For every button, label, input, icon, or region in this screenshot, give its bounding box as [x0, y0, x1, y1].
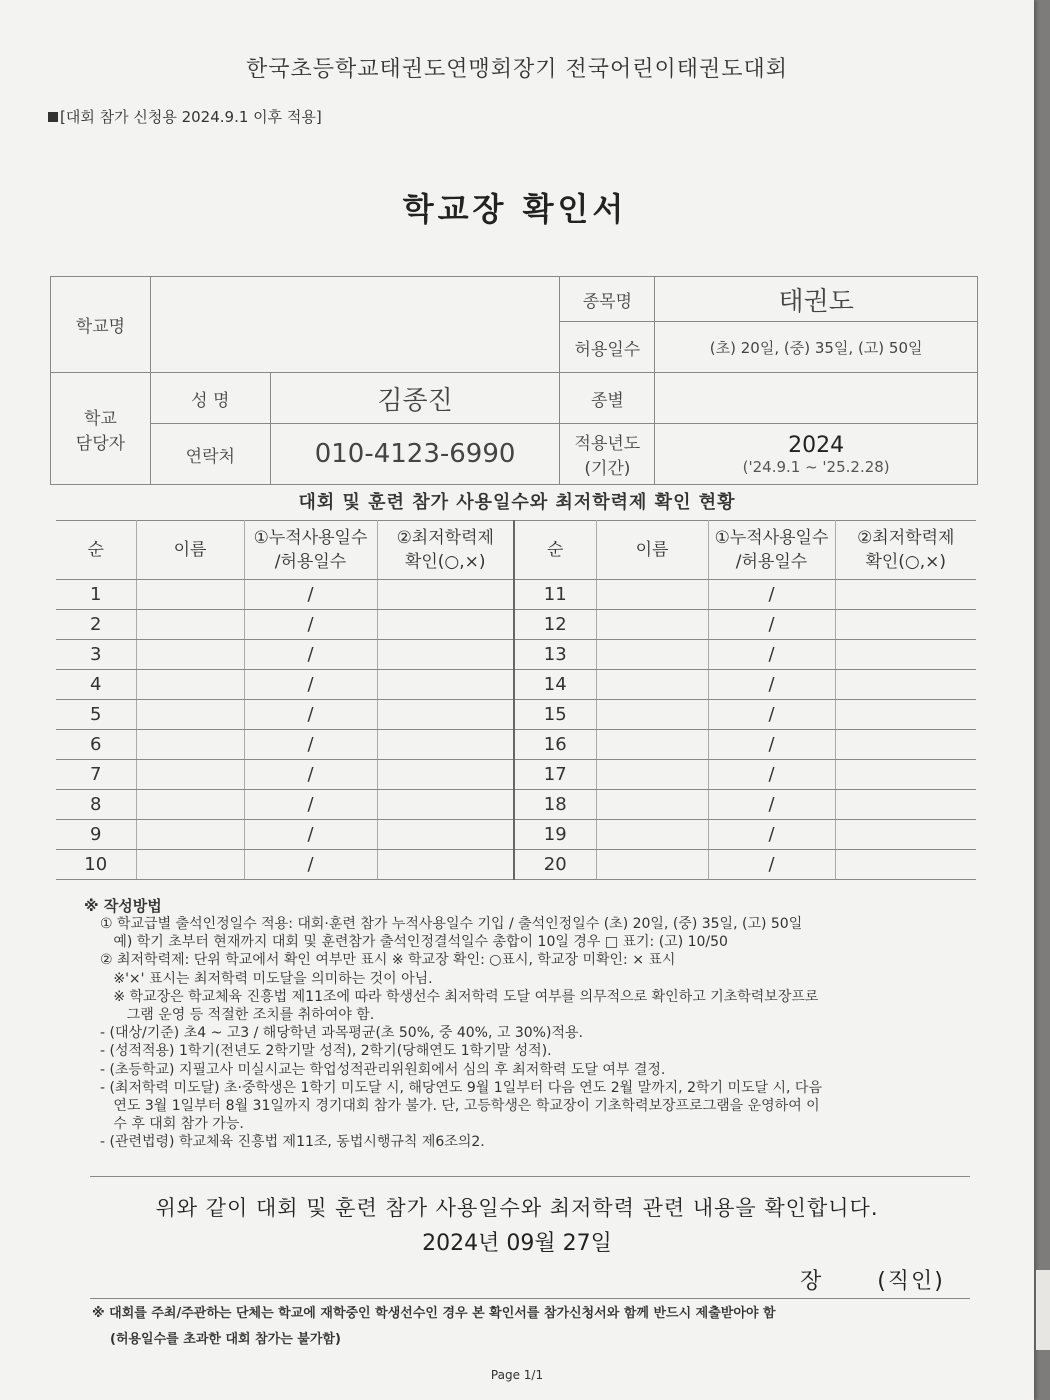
row-number: 16 [514, 730, 596, 760]
row-number: 6 [56, 730, 136, 760]
method-line: - (관련법령) 학교체육 진흥법 제11조, 동법시행규칙 제6조의2. [100, 1134, 485, 1151]
student-name-cell [596, 730, 708, 760]
days-slash: / [708, 640, 835, 670]
participation-table [56, 520, 976, 880]
row-number: 7 [56, 760, 136, 790]
table-row [56, 820, 976, 850]
method-line: 연도 3월 1일부터 8월 31일까지 경기대회 참가 불가. 단, 고등학생은 학교장이 기초학력보장프로그램을 운영하여 이 [100, 1098, 820, 1115]
student-name-cell [136, 670, 244, 700]
manager-name-value: 김종진 [270, 373, 560, 424]
academic-cell [377, 850, 514, 880]
method-line: ※'×' 표시는 최저학력 미도달을 의미하는 것이 아님. [100, 970, 433, 987]
table-row [56, 730, 976, 760]
academic-cell [377, 820, 514, 850]
row-number: 20 [514, 850, 596, 880]
document-title: 학교장 확인서 [402, 190, 628, 228]
name-label: 성 명 [150, 373, 270, 424]
applicable-year-value: 2024 [788, 432, 845, 458]
student-name-cell [596, 640, 708, 670]
row-number: 4 [56, 670, 136, 700]
table-row [56, 580, 976, 610]
method-line: 수 후 대회 참가 가능. [100, 1116, 244, 1133]
academic-cell [377, 640, 514, 670]
method-line: ① 학교급별 출석인정일수 적용: 대회·훈련 참가 누적사용일수 기입 / 출석인정일수 (초) 20일, (중) 35일, (고) 50일 [100, 916, 803, 932]
academic-cell [835, 760, 976, 790]
days-slash: / [244, 580, 377, 610]
academic-cell [835, 610, 976, 640]
row-number: 9 [56, 820, 136, 850]
divider-line [90, 1176, 970, 1177]
student-name-cell [136, 700, 244, 730]
background-paper-edge [1036, 1270, 1050, 1350]
method-line: ② 최저학력제: 단위 학교에서 확인 여부만 표시 ※ 학교장 확인: ○표시, 학교장 미확인: × 표시 [100, 952, 676, 969]
table-row [56, 790, 976, 820]
days-slash: / [244, 670, 377, 700]
student-name-cell [136, 820, 244, 850]
days-slash: / [708, 820, 835, 850]
method-notes [100, 915, 920, 1152]
applicable-year-cell [655, 424, 978, 485]
days-slash: / [244, 820, 377, 850]
header-name: 이름 [596, 521, 708, 580]
row-number: 18 [514, 790, 596, 820]
table-row [56, 610, 976, 640]
school-info-table [50, 276, 978, 485]
student-name-cell [596, 820, 708, 850]
days-slash: / [244, 790, 377, 820]
organization-title: 한국초등학교태권도연맹회장기 전국어린이태권도대회 [245, 57, 789, 82]
table-row [56, 700, 976, 730]
academic-cell [835, 850, 976, 880]
event-value: 태권도 [655, 277, 978, 322]
method-line: - (초등학교) 지필고사 미실시교는 학업성적관리위원회에서 심의 후 최저학력 도달 여부 결정. [100, 1061, 666, 1078]
student-name-cell [136, 730, 244, 760]
category-value [655, 373, 978, 424]
page-number: Page 1/1 [490, 1368, 544, 1382]
days-slash: / [708, 730, 835, 760]
row-number: 8 [56, 790, 136, 820]
row-number: 12 [514, 610, 596, 640]
academic-cell [377, 760, 514, 790]
days-slash: / [244, 610, 377, 640]
header-academic: ②최저학력제 확인(○,×) [835, 521, 976, 580]
footer-note-sub: (허용일수를 초과한 대회 참가는 불가함) [110, 1332, 341, 1347]
days-slash: / [244, 760, 377, 790]
applicable-year-label: 적용년도 (기간) [560, 424, 655, 485]
days-slash: / [708, 790, 835, 820]
confirmation-date: 2024년 09월 27일 [422, 1231, 612, 1256]
days-slash: / [708, 850, 835, 880]
academic-cell [835, 730, 976, 760]
method-line: 예) 학기 초부터 현재까지 대회 및 훈련참가 출석인정결석일수 총합이 10일 경우 □ 표기: (고) 10/50 [100, 934, 728, 951]
allowed-days-label: 허용일수 [560, 322, 655, 373]
student-name-cell [596, 850, 708, 880]
table-row [56, 640, 976, 670]
student-name-cell [596, 700, 708, 730]
days-slash: / [708, 700, 835, 730]
table-row [56, 850, 976, 880]
row-number: 19 [514, 820, 596, 850]
days-slash: / [244, 850, 377, 880]
academic-cell [835, 700, 976, 730]
academic-cell [377, 670, 514, 700]
academic-cell [377, 610, 514, 640]
contact-label: 연락처 [150, 424, 270, 485]
row-number: 17 [514, 760, 596, 790]
square-bullet-icon [48, 112, 58, 122]
row-number: 3 [56, 640, 136, 670]
row-number: 14 [514, 670, 596, 700]
student-name-cell [596, 790, 708, 820]
student-name-cell [136, 850, 244, 880]
student-name-cell [596, 670, 708, 700]
academic-cell [835, 580, 976, 610]
principal-seal-line: 장 (직인) [800, 1269, 945, 1294]
method-line: 그램 운영 등 적절한 조치를 취하여야 함. [100, 1007, 375, 1024]
contact-value: 010-4123-6990 [270, 424, 560, 485]
academic-cell [377, 580, 514, 610]
days-slash: / [708, 580, 835, 610]
header-no: 순 [514, 521, 596, 580]
student-name-cell [136, 790, 244, 820]
student-name-cell [136, 760, 244, 790]
days-slash: / [708, 760, 835, 790]
school-name-value [150, 277, 560, 373]
method-line: - (최저학력 미도달) 초·중학생은 1학기 미도달 시, 해당연도 9월 1일부터 다음 연도 2월 말까지, 2학기 미도달 시, 다음 [100, 1079, 822, 1096]
table-row [56, 670, 976, 700]
days-slash: / [244, 730, 377, 760]
application-notice [48, 106, 322, 127]
row-number: 11 [514, 580, 596, 610]
applicable-period-value: ('24.9.1 ~ '25.2.28) [742, 457, 890, 476]
allowed-days-value: (초) 20일, (중) 35일, (고) 50일 [655, 322, 978, 373]
footer-note: ※ 대회를 주최/주관하는 단체는 학교에 재학중인 학생선수인 경우 본 확인서를 참가신청서와 함께 반드시 제출받아야 함 [92, 1306, 776, 1321]
academic-cell [377, 790, 514, 820]
method-line: ※ 학교장은 학교체육 진흥법 제11조에 따라 학생선수 최저학력 도달 여부를 의무적으로 확인하고 기초학력보장프로 [100, 988, 819, 1005]
table-header-row [56, 521, 976, 580]
event-label: 종목명 [560, 277, 655, 322]
academic-cell [377, 700, 514, 730]
academic-cell [835, 640, 976, 670]
student-name-cell [596, 610, 708, 640]
row-number: 1 [56, 580, 136, 610]
days-slash: / [244, 700, 377, 730]
row-number: 13 [514, 640, 596, 670]
student-name-cell [136, 580, 244, 610]
notice-text: [대회 참가 신청용 2024.9.1 이후 적용] [60, 108, 322, 126]
confirmation-statement: 위와 같이 대회 및 훈련 참가 사용일수와 최저학력 관련 내용을 확인합니다. [155, 1196, 879, 1220]
academic-cell [835, 670, 976, 700]
header-days: ①누적사용일수 /허용일수 [244, 521, 377, 580]
days-slash: / [708, 670, 835, 700]
row-number: 5 [56, 700, 136, 730]
method-line: - (대상/기준) 초4 ~ 고3 / 해당학년 과목평균(초 50%, 중 40%, 고 30%)적용. [100, 1025, 583, 1042]
footer-divider [90, 1298, 970, 1299]
row-number: 10 [56, 850, 136, 880]
academic-cell [835, 820, 976, 850]
student-name-cell [596, 580, 708, 610]
header-name: 이름 [136, 521, 244, 580]
header-academic: ②최저학력제 확인(○,×) [377, 521, 514, 580]
row-number: 2 [56, 610, 136, 640]
method-heading: ※ 작성방법 [84, 897, 162, 915]
status-section-title: 대회 및 훈련 참가 사용일수와 최저학력제 확인 현황 [298, 492, 736, 513]
header-no: 순 [56, 521, 136, 580]
row-number: 15 [514, 700, 596, 730]
method-line: - (성적적용) 1학기(전년도 2학기말 성적), 2학기(당해연도 1학기말 성적). [100, 1043, 552, 1060]
student-name-cell [136, 610, 244, 640]
days-slash: / [244, 640, 377, 670]
school-manager-label: 학교 담당자 [51, 373, 151, 485]
table-row [56, 760, 976, 790]
school-name-label: 학교명 [51, 277, 151, 373]
academic-cell [835, 790, 976, 820]
header-days: ①누적사용일수 /허용일수 [708, 521, 835, 580]
category-label: 종별 [560, 373, 655, 424]
student-name-cell [136, 640, 244, 670]
student-name-cell [596, 760, 708, 790]
academic-cell [377, 730, 514, 760]
days-slash: / [708, 610, 835, 640]
